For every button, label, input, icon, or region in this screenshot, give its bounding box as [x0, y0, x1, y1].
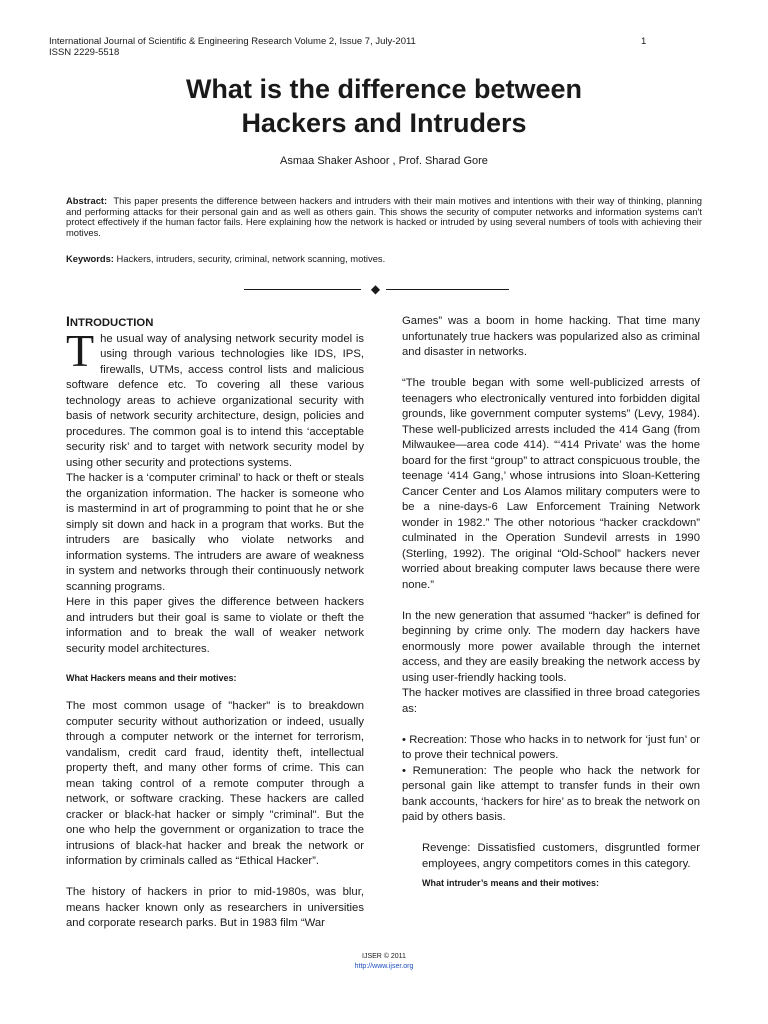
- intro-paragraph-1: [66, 324, 364, 472]
- abstract-text: This paper presents the difference between hackers and intruders with their main motives and intentions with their way of thinking, planning and performing attacks for their personal gain and as well as others gain. This shows the security of computer networks and information systems can't protect effectively if the human factor fails. Here explaining how the network is hacked or intruded by using several numbers of tools with achieving their motives.: [66, 195, 702, 238]
- heading-rest: NTRODUCTION: [69, 317, 154, 329]
- paper-title: [0, 72, 768, 140]
- journal-header: International Journal of Scientific & Engineering Research Volume 2, Issue 7, July-2011: [49, 36, 416, 47]
- quote-paragraph: “The trouble began with some well-publicized arrests of teenagers who electronically ventured into forbidden digital grounds, like government computer systems” (Levy, 1984). These well-publicized arrests included the 414 Gang (from Milwaukee—area code 414). “‘414 Private’ was the home board for the first “group” to attract conspicuous trouble, the teenage ‘414 Gang,’ whose intrusions into Sloan-Kettering Cancer Center and Los Alamos military computers were to be a nine-days-6 Law Enforcement Training Network wonder in 1982.” The other notorious “hacker crackdown” culminated in the Operation Sundevil arrests in 1990 (Sterling, 1992). The original “Old-School” hackers never worried about breaking computer laws because there were none.”: [402, 377, 700, 591]
- right-column: [402, 314, 700, 889]
- hackers-paragraph: The most common usage of "hacker" is to breakdown computer security without authorization or indeed, usually through a computer network or the internet for terrorism, vandalism, credit card fraud, identity theft, intellectual property theft, and many other forms of crime. This can mean taking control of a remote computer through a network, or software cracking. These hackers are called cracker or black-hat hacker or simply "criminal". But the one who help the government or organization to trace the intrusions of black-hat hacker and break the network or information by criminals called as “Ethical Hacker”.: [66, 700, 364, 867]
- section-heading-introduction: [66, 314, 364, 332]
- title-line-2: Hackers and Intruders: [241, 108, 527, 138]
- diamond-icon: ◆: [370, 282, 381, 296]
- footer-copyright: IJSER © 2011: [362, 953, 406, 960]
- subheading-intruders-motives: What intruder’s means and their motives:: [422, 878, 600, 888]
- drop-cap: T: [66, 324, 95, 376]
- motives-intro-paragraph: The hacker motives are classified in three broad categories as:: [402, 687, 700, 715]
- intro-paragraph-2: The hacker is a ‘computer criminal’ to hack or theft or steals the organization information. The hacker is someone who is mastermind in art of programming to point that he or she simply sit down and hack in a program that works. But the intruders are basically who violate networks and information systems. The intruders are aware of weakness in system and networks through their continuously network scanning programs.: [66, 472, 364, 593]
- issn-header: ISSN 2229-5518: [49, 47, 120, 58]
- authors: Asmaa Shaker Ashoor , Prof. Sharad Gore: [280, 155, 488, 167]
- divider-line-left: [244, 289, 361, 290]
- games-paragraph: Games” was a boom in home hacking. That time many unfortunately true hackers was popularized also as criminal and disaster in networks.: [402, 315, 700, 358]
- intro-paragraph-1-text: he usual way of analysing network security model is using through various technologies like IDS, IPS, firewalls, UTMs, access control lists and malicious software defence etc. To covering all these various technology areas to achieve organizational security with basis of network security architecture, design, policies and procedures. The common goal is to intend this ‘acceptable security risk’ and to target with network security model by using other security and protections systems.: [66, 332, 364, 469]
- subheading-hackers-motives: What Hackers means and their motives:: [66, 672, 237, 683]
- bullet-recreation: • Recreation: Those who hacks in to network for ‘just fun’ or to prove their technical powers.: [402, 733, 700, 761]
- title-line-1: What is the difference between: [185, 74, 583, 104]
- revenge-paragraph: Revenge: Dissatisfied customers, disgruntled former employees, angry competitors comes in this category.: [422, 842, 700, 870]
- new-generation-paragraph: In the new generation that assumed “hacker” is defined for beginning by crime only. The modern day hackers have enormously more power available through the internet access, and they are easily breaking the network access by using user-friendly hacking tools.: [402, 609, 700, 684]
- heading-initial: I: [66, 313, 70, 329]
- bullet-remuneration: • Remuneration: The people who hack the network for personal gain like attempt to transfer funds in their own bank accounts, ‘hackers for hire’ as to break the network on paid by others basis.: [402, 764, 700, 823]
- divider-line-right: [386, 289, 509, 290]
- keywords: [66, 253, 702, 264]
- page-number: 1: [641, 36, 647, 47]
- keywords-text: Hackers, intruders, security, criminal, network scanning, motives.: [116, 253, 386, 264]
- abstract-label: Abstract:: [66, 195, 108, 206]
- keywords-label: Keywords:: [66, 253, 114, 264]
- history-paragraph: The history of hackers in prior to mid-1980s, was blur, means hacker known only as researchers in universities and corporate research parks. But in 1983 film “War: [66, 886, 364, 929]
- left-column: [66, 314, 364, 932]
- abstract: [66, 196, 702, 238]
- footer-link[interactable]: http://www.ijser.org: [354, 963, 414, 970]
- intro-paragraph-3: Here in this paper gives the difference between hackers and intruders but their goal is same to violate or theft the information and to break the wall of weaker network security model architectures.: [66, 596, 364, 655]
